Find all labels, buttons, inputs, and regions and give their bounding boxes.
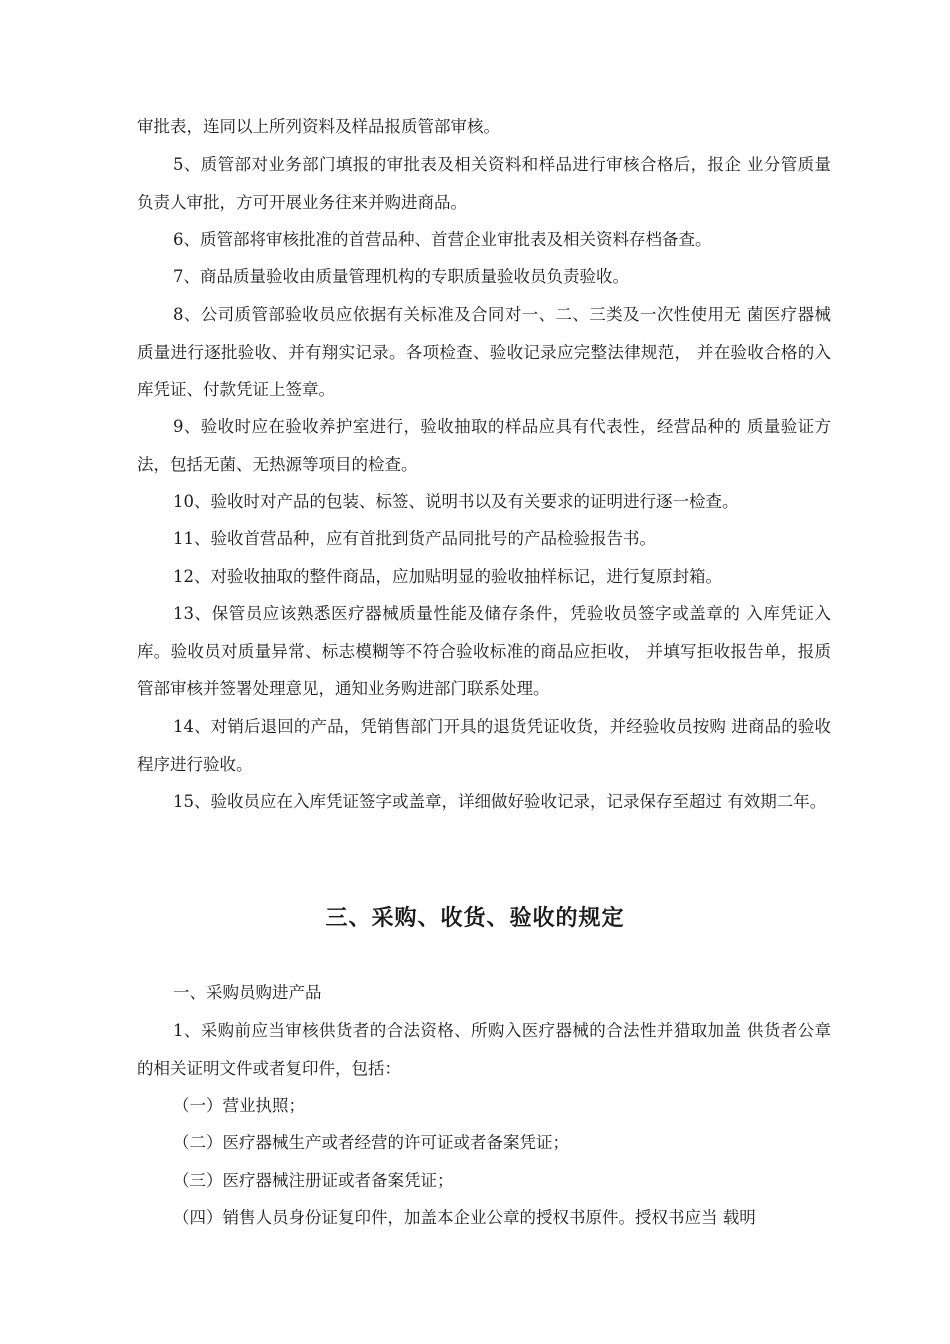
paragraph-item-15: 15、验收员应在入库凭证签字或盖章，详细做好验收记录，记录保存至超过 有效期二年。 (173, 792, 827, 811)
list-item-business-license: （一）营业执照； (173, 1096, 305, 1115)
paragraph-item-5: 5、质管部对业务部门填报的审批表及相关资料和样品进行审核合格后，报企 业分管质量负责人审批，方可开展业务往来并购进商品。 (137, 155, 831, 212)
section-title: 三、采购、收货、验收的规定 (325, 905, 625, 931)
paragraph-item-6: 6、质管部将审核批准的首营品种、首营企业审批表及相关资料存档备查。 (173, 230, 712, 249)
paragraph-item-13: 13、保管员应该熟悉医疗器械质量性能及储存条件，凭验收员签字或盖章的 入库凭证入库。验收员对质量异常、标志模糊等不符合验收标准的商品应拒收， 并填写拒收报告单，报质管部审核并签署处理意见，通知业务购进部门联系处理。 (137, 604, 831, 698)
section-subheading: 一、采购员购进产品 (173, 983, 322, 1002)
list-item-sales-id: （四）销售人员身份证复印件，加盖本企业公章的授权书原件。授权书应当 载明 (173, 1208, 756, 1227)
paragraph-purchase-1: 1、采购前应当审核供货者的合法资格、所购入医疗器械的合法性并猎取加盖 供货者公章的相关证明文件或者复印件，包括： (137, 1021, 831, 1078)
paragraph-item-12: 12、对验收抽取的整件商品，应加贴明显的验收抽样标记，进行复原封箱。 (173, 567, 722, 586)
paragraph-item-9: 9、验收时应在验收养护室进行，验收抽取的样品应具有代表性，经营品种的 质量验证方法，包括无菌、无热源等项目的检查。 (137, 417, 831, 474)
paragraph-continuation: 审批表，连同以上所列资料及样品报质管部审核。 (137, 117, 500, 136)
paragraph-item-10: 10、验收时对产品的包装、标签、说明书以及有关要求的证明进行逐一检查。 (173, 492, 739, 511)
paragraph-item-8: 8、公司质管部验收员应依据有关标准及合同对一、二、三类及一次性使用无 菌医疗器械质量进行逐批验收、并有翔实记录。各项检查、验收记录应完整法律规范， 并在验收合格的入库凭证、付款凭证上签章。 (137, 305, 831, 399)
paragraph-item-7: 7、商品质量验收由质量管理机构的专职质量验收员负责验收。 (173, 267, 629, 286)
paragraph-item-11: 11、验收首营品种，应有首批到货产品同批号的产品检验报告书。 (173, 529, 656, 548)
list-item-permit: （二）医疗器械生产或者经营的许可证或者备案凭证； (173, 1133, 569, 1152)
paragraph-item-14: 14、对销后退回的产品，凭销售部门开具的退货凭证收货，并经验收员按购 进商品的验收程序进行验收。 (137, 717, 831, 774)
list-item-registration: （三）医疗器械注册证或者备案凭证； (173, 1171, 454, 1190)
